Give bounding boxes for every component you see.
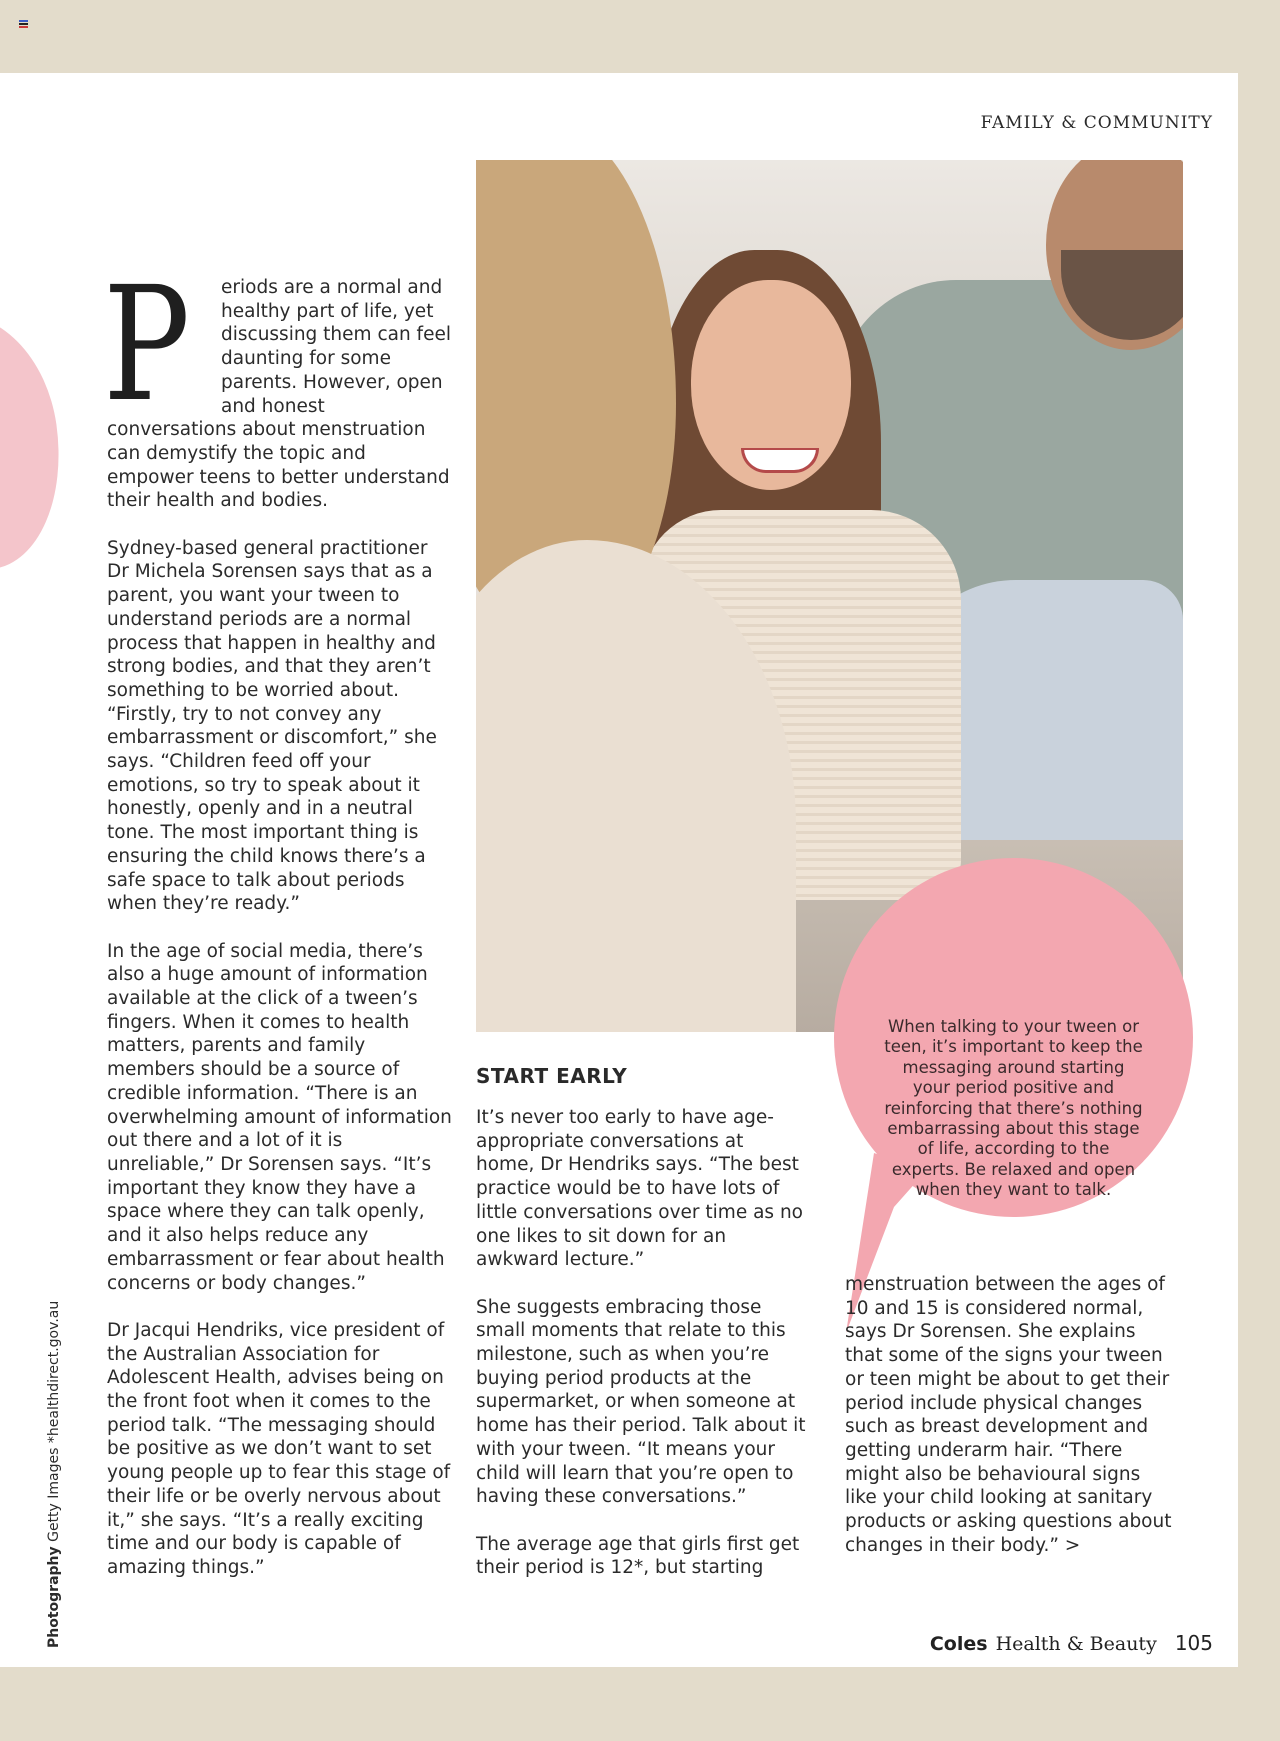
credit-text: Getty Images *healthdirect.gov.au bbox=[46, 1300, 62, 1542]
decorative-blob bbox=[0, 302, 75, 582]
magazine-page bbox=[0, 73, 1238, 1667]
paragraph: menstruation between the ages of 10 and 15 is considered normal, says Dr Sorensen. She explains that some of the signs your tween or teen might be about to get their period include physical changes such as breast development and getting underarm hair. “There might also be behavioural signs like your child looking at sanitary products or asking questions about changes in their body.” > bbox=[845, 1274, 1172, 1556]
page-number: 105 bbox=[1174, 1631, 1213, 1655]
article-column-1 bbox=[103, 253, 452, 1580]
paragraph: Sydney-based general practitioner Dr Michela Sorensen says that as a parent, you want your tween to understand periods are a normal process that happen in healthy and strong bodies, and that they aren’t something to be worried about. “Firstly, try to not convey any embarrassment or discomfort,” she says. “Children feed off your emotions, so try to speak about it honestly, openly and in a neutral tone. The most important thing is ensuring the child knows there’s a safe space to talk about periods when they’re ready.” bbox=[107, 537, 437, 915]
photo-credit bbox=[46, 1301, 62, 1648]
magazine-title: Health & Beauty bbox=[995, 1633, 1157, 1655]
callout-text: When talking to your tween or teen, it’s important to keep the messaging around starting your period positive and reinforcing that there’s nothing embarrassing about this stage of life, according to the experts. Be relaxed and open when they want to talk. bbox=[884, 1017, 1143, 1200]
credit-label: Photography bbox=[46, 1546, 62, 1648]
paragraph: She suggests embracing those small moments that relate to this milestone, such as when you’re buying period products at the supermarket, or when someone at home has their period. Talk about it with your tween. “It means your child will learn that you’re open to having these conversations.” bbox=[476, 1296, 806, 1508]
article-column-2 bbox=[476, 1063, 806, 1580]
paragraph: Dr Jacqui Hendriks, vice president of the Australian Association for Adolescent Health, advises being on the front foot when it comes to the period talk. “The messaging should be positive as we don’t want to set young people up to fear this stage of their life or be overly nervous about it,” she says. “It’s a really exciting time and our body is capable of amazing things.” bbox=[107, 1319, 451, 1578]
drop-cap: P bbox=[103, 253, 191, 437]
paragraph: The average age that girls first get their period is 12*, but starting bbox=[476, 1533, 800, 1579]
brand-name: Coles bbox=[929, 1633, 988, 1655]
page-footer bbox=[930, 1631, 1213, 1655]
intro-paragraph: P eriods are a normal and healthy part of life, yet discussing them can feel daunting for some parents. However, open and honest conversations about menstruation can demystify the topic and empower teens to better understand their health and bodies. bbox=[103, 253, 451, 512]
paragraph: It’s never too early to have age-appropriate conversations at home, Dr Hendriks says. “The best practice would be to have lots of little conversations over time as no one likes to sit down for an awkward lecture.” bbox=[476, 1107, 803, 1271]
section-label: FAMILY & COMMUNITY bbox=[980, 113, 1213, 133]
subheading: START EARLY bbox=[476, 1064, 628, 1088]
paragraph: In the age of social media, there’s also a huge amount of information available at the click of a tween’s fingers. When it comes to health matters, parents and family members should be a source of credible information. “There is an overwhelming amount of information out there and a lot of it is unreliable,” Dr Sorensen says. “It’s important they know they have a space where they can talk openly, and it also helps reduce any embarrassment or fear about health concerns or body changes.” bbox=[107, 940, 452, 1294]
article-column-3 bbox=[845, 1273, 1175, 1557]
menu-icon[interactable] bbox=[19, 20, 28, 28]
